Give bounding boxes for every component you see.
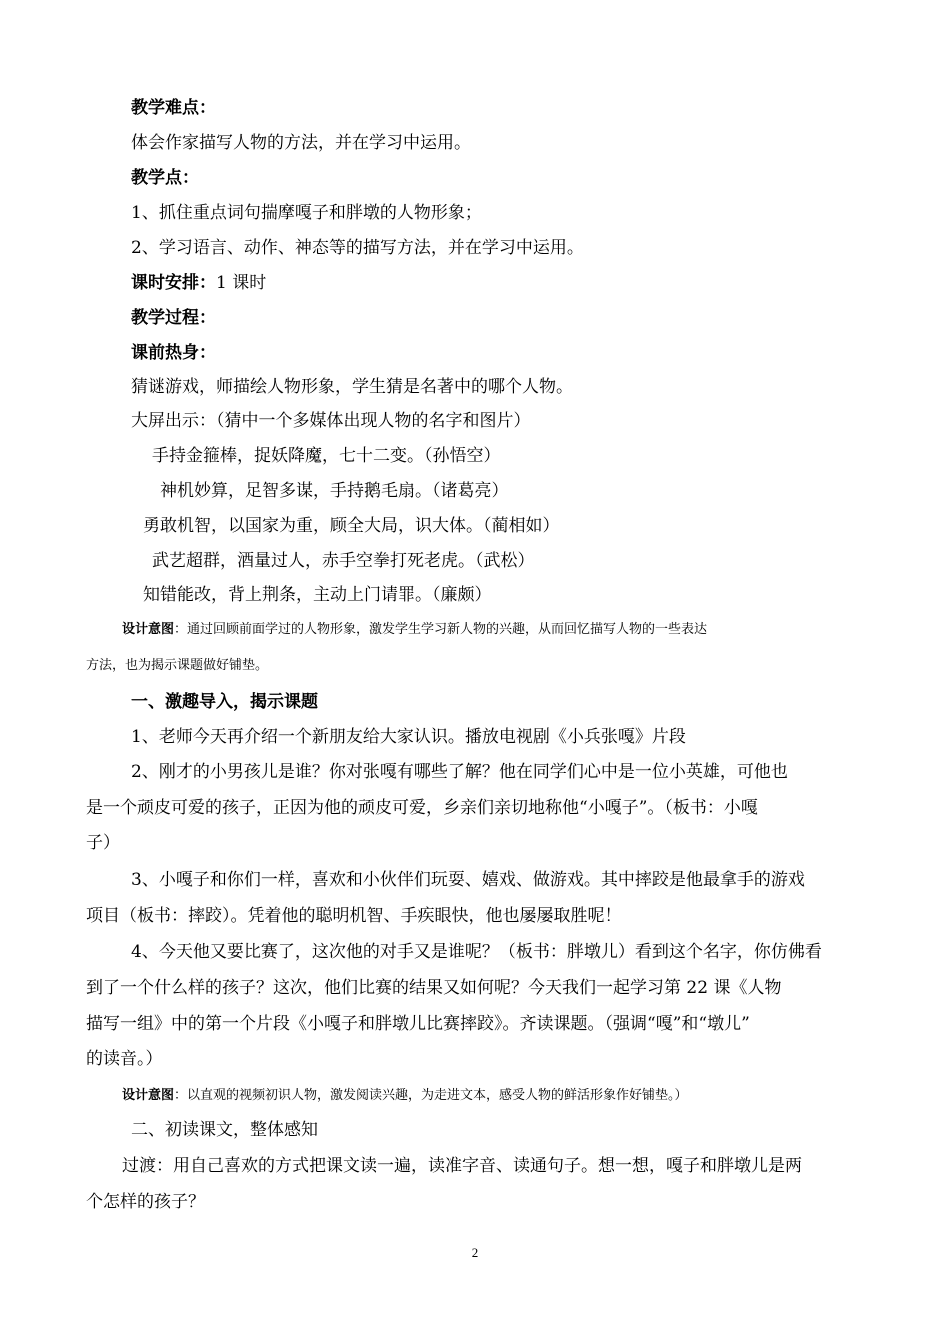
list-item: 2、学习语言、动作、神态等的描写方法，并在学习中运用。 — [131, 238, 584, 258]
paragraph: 4、今天他又要比赛了，这次他的对手又是谁呢？（板书：胖墩儿）看到这个名字，你仿佛看 — [131, 942, 822, 962]
heading-warm-up: 课前热身： — [131, 343, 216, 363]
page-number: 2 — [471, 1245, 479, 1260]
riddle-line: 神机妙算，足智多谋，手持鹅毛扇。（诸葛亮） — [160, 481, 509, 501]
paragraph: 到了一个什么样的孩子？这次，他们比赛的结果又如何呢？今天我们一起学习第 22 课《人物 — [86, 978, 782, 998]
design-intent-label: 设计意图 — [122, 622, 175, 637]
design-intent-note — [122, 620, 707, 640]
paragraph: 的读音。） — [86, 1049, 163, 1069]
design-intent-note-cont: 方法，也为揭示课题做好铺垫。 — [86, 658, 269, 673]
paragraph: 是一个顽皮可爱的孩子，正因为他的顽皮可爱，乡亲们亲切地称他“小嘎子”。（板书：小嘎 — [86, 798, 758, 818]
section-heading: 一、激趣导入，揭示课题 — [131, 692, 318, 712]
heading-class-hours: 课时安排： — [131, 273, 216, 293]
heading-teaching-process: 教学过程： — [131, 308, 216, 328]
paragraph: 项目（板书：摔跤）。凭着他的聪明机智、手疾眼快，他也屡屡取胜呢！ — [86, 906, 622, 926]
design-intent-text: ：以直观的视频初识人物，激发阅读兴趣，为走进文本，感受人物的鲜活形象作好铺垫。） — [174, 1088, 688, 1103]
section-heading: 二、初读课文，整体感知 — [131, 1120, 318, 1140]
paragraph: 3、小嘎子和你们一样，喜欢和小伙伴们玩耍、嬉戏、做游戏。其中摔跤是他最拿手的游戏 — [131, 870, 805, 890]
paragraph: 猜谜游戏，师描绘人物形象，学生猜是名著中的哪个人物。 — [131, 377, 573, 397]
paragraph: 体会作家描写人物的方法，并在学习中运用。 — [131, 133, 471, 153]
paragraph: 1、老师今天再介绍一个新朋友给大家认识。播放电视剧《小兵张嘎》片段 — [131, 727, 686, 747]
paragraph: 描写一组》中的第一个片段《小嘎子和胖墩儿比赛摔跤》。齐读课题。（强调“嘎”和“墩儿” — [86, 1014, 750, 1034]
paragraph: 2、刚才的小男孩儿是谁？你对张嘎有哪些了解？他在同学们心中是一位小英雄，可他也 — [131, 762, 788, 782]
riddle-line: 武艺超群，酒量过人，赤手空拳打死老虎。（武松） — [152, 551, 535, 571]
heading-teaching-points: 教学点： — [131, 168, 199, 188]
riddle-line: 勇敢机智，以国家为重，顾全大局，识大体。（蔺相如） — [143, 516, 560, 536]
class-hours-line — [131, 271, 266, 295]
paragraph: 个怎样的孩子？ — [86, 1192, 205, 1212]
class-hours-value: 1 课时 — [216, 273, 267, 293]
heading-teaching-difficulty: 教学难点： — [131, 98, 216, 118]
list-item: 1、抓住重点词句揣摩嘎子和胖墩的人物形象； — [131, 203, 482, 223]
design-intent-label: 设计意图 — [122, 1088, 175, 1103]
design-intent-note — [122, 1086, 688, 1106]
paragraph: 子） — [86, 833, 120, 853]
paragraph: 过渡：用自己喜欢的方式把课文读一遍，读准字音、读通句子。想一想，嘎子和胖墩儿是两 — [122, 1156, 802, 1176]
riddle-line: 知错能改，背上荆条，主动上门请罪。（廉颇） — [143, 585, 492, 605]
design-intent-text: ：通过回顾前面学过的人物形象，激发学生学习新人物的兴趣，从而回忆描写人物的一些表达 — [174, 622, 708, 637]
riddle-line: 手持金箍棒，捉妖降魔，七十二变。（孙悟空） — [152, 446, 501, 466]
paragraph: 大屏出示：（猜中一个多媒体出现人物的名字和图片） — [131, 411, 531, 431]
